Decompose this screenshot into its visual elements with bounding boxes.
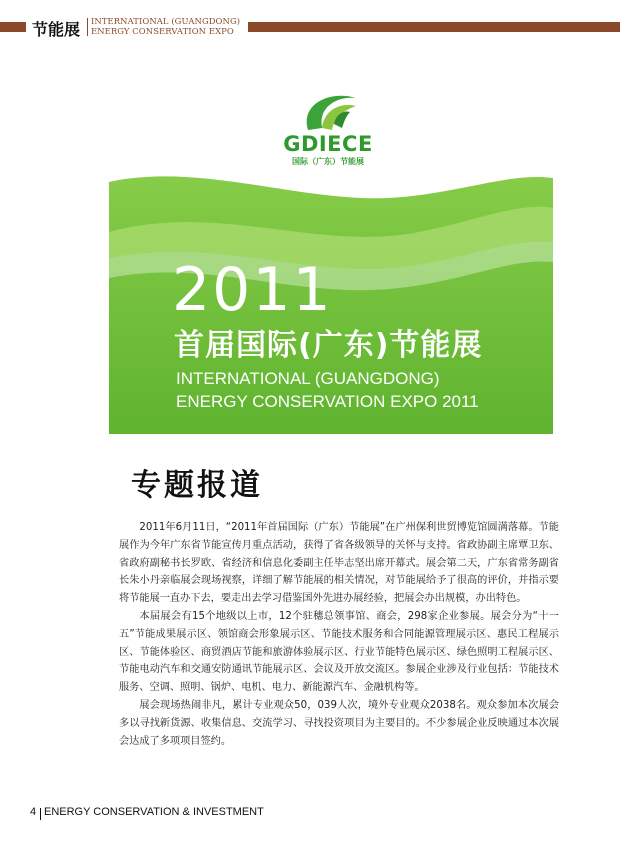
header-title: 节能展 (32, 20, 81, 39)
banner-year: 2011 (172, 255, 333, 325)
header-english-line2: ENERGY CONSERVATION EXPO (91, 26, 234, 36)
section-title: 专题报道 (131, 468, 263, 503)
page-number: 4 (30, 806, 37, 818)
header-accent-bar-left (0, 22, 26, 32)
article-body (119, 519, 559, 750)
header-accent-bar-right (248, 22, 620, 32)
page-header (0, 14, 620, 40)
page-footer (0, 806, 620, 822)
banner-title-en-line1: INTERNATIONAL (GUANGDONG) (176, 369, 440, 388)
logo-wordmark: GDIECE (283, 132, 373, 156)
banner-title-en-line2: ENERGY CONSERVATION EXPO 2011 (176, 392, 479, 411)
article-paragraph: 2011年6月11日，“2011年首届国际（广东）节能展”在广州保利世贸博览馆圆满落幕。节能展作为今年广东省节能宣传月重点活动，获得了省各级领导的关怀与支持。省政协副主席覃卫东、省政府副秘书长罗欧、省经济和信息化委副主任毕志坚出席开幕式。展会第二天，广东省常务副省长朱小丹亲临展会现场视察，详细了解节能展的相关情况，对节能展给予了很高的评价，并指示要将节能展一直办下去，要走出去学习借鉴国外先进办展经验，把展会办出规模，办出特色。 (119, 522, 559, 605)
banner-title-cn: 首届国际(广东)节能展 (174, 328, 483, 363)
header-divider (87, 18, 88, 36)
article-paragraph: 本届展会有15个地级以上市，12个驻穗总领事馆、商会，298家企业参展。展会分为“十一五”节能成果展示区、领馆商会形象展示区、节能技术服务和合同能源管理展示区、惠民工程展示区、节能体验区、商贸酒店节能和旅游体验展示区、行业节能特色展示区、绿色照明工程展示区、节能电动汽车和交通安防通讯节能展示区、会议及开放交流区。参展企业涉及行业包括：节能技术服务、空调、照明、锅炉、电机、电力、新能源汽车、金融机构等。 (119, 610, 559, 694)
publication-name: ENERGY CONSERVATION & INVESTMENT (44, 806, 264, 818)
footer-divider (40, 808, 41, 820)
article-paragraph: 展会现场热闹非凡，累计专业观众50，039人次，境外专业观众2038名。观众参加本次展会多以寻找新货源、收集信息、交流学习、寻找投资项目为主要目的。不少参展企业反映通过本次展会达成了多项项目签约。 (119, 699, 559, 747)
logo-subtitle: 国际（广东）节能展 (292, 157, 364, 166)
header-english-line1: INTERNATIONAL (GUANGDONG) (91, 16, 241, 26)
header-english-title (91, 16, 240, 36)
